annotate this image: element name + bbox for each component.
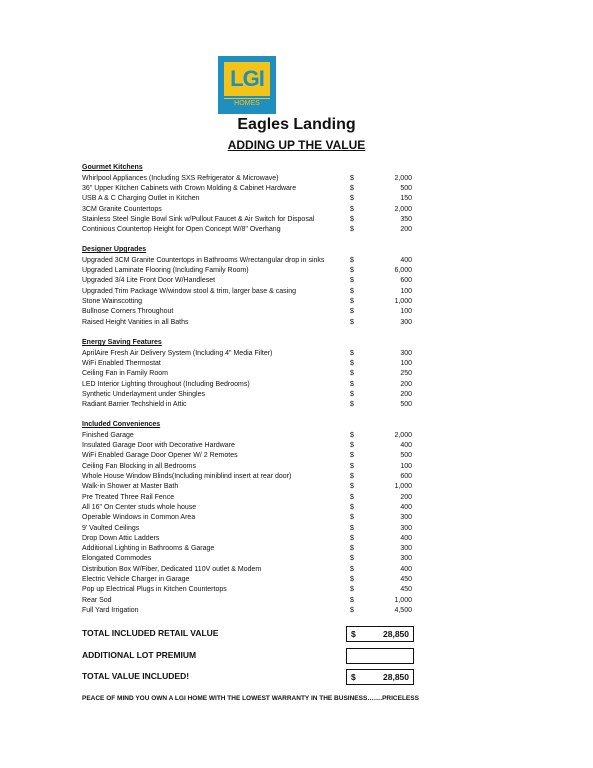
line-item-label: Synthetic Underlayment under Shingles: [82, 391, 205, 398]
line-item: [82, 524, 412, 534]
line-item-currency: $: [350, 442, 354, 450]
line-item-amount: 300: [400, 318, 412, 326]
line-item-amount: 450: [400, 586, 412, 594]
logo-subtext: HOMES: [224, 98, 270, 109]
section-heading: Gourmet Kitchens: [82, 164, 143, 171]
line-item-label: WiFi Enabled Thermostat: [82, 360, 161, 368]
line-item-label: Upgraded 3CM Granite Countertops in Bathrooms W/rectangular drop in sinks: [82, 256, 325, 264]
line-item-amount: 100: [400, 308, 412, 316]
line-item-label: Rear Sod: [82, 596, 112, 604]
line-item-amount: 300: [400, 524, 412, 532]
total-label: TOTAL VALUE INCLUDED!: [82, 671, 190, 681]
total-label: ADDITIONAL LOT PREMIUM: [82, 650, 197, 660]
line-item: [82, 349, 412, 359]
total-value-box: [346, 669, 414, 685]
line-item-amount: 200: [400, 391, 412, 398]
line-item-label: Upgraded Trim Package W/window stool & trim, larger base & casing: [82, 287, 296, 295]
line-item: [82, 276, 412, 286]
line-item-currency: $: [350, 205, 354, 213]
line-item-label: Distribution Box W/Fiber, Dedicated 110V outlet & Modem: [82, 565, 262, 573]
line-item-currency: $: [350, 174, 354, 182]
line-item-currency: $: [350, 462, 354, 470]
line-item-label: Elongated Commodes: [82, 555, 152, 563]
line-item-label: Stone Wainscotting: [82, 298, 143, 305]
line-item-currency: $: [350, 524, 354, 532]
line-item: [82, 380, 412, 390]
line-item-label: Electric Vehicle Charger in Garage: [82, 576, 190, 583]
line-item-amount: 2,000: [394, 205, 412, 213]
line-item-amount: 200: [400, 380, 412, 388]
line-item: [82, 194, 412, 204]
line-item-amount: 400: [400, 565, 412, 573]
line-item-amount: 500: [400, 452, 412, 460]
line-item-currency: $: [350, 431, 354, 439]
line-item-amount: 1,000: [394, 596, 412, 604]
line-item-currency: $: [350, 370, 354, 378]
footer-note: PEACE OF MIND YOU OWN A LGI HOME WITH THE LOWEST WARRANTY IN THE BUSINESS…….PRICELESS: [82, 695, 419, 702]
line-item-currency: $: [350, 473, 354, 480]
line-item-amount: 600: [400, 473, 412, 480]
line-item-label: Additional Lighting in Bathrooms & Garage: [82, 545, 215, 553]
line-item: [82, 266, 412, 276]
line-item-label: Whirlpool Appliances (Including SXS Refrigerator & Microwave): [82, 174, 279, 182]
line-item: [82, 596, 412, 606]
total-amount: 28,850: [383, 672, 409, 682]
line-item-currency: $: [350, 195, 354, 203]
total-currency: $: [351, 672, 356, 682]
line-item: [82, 554, 412, 564]
line-item-currency: $: [350, 586, 354, 594]
line-item: [82, 359, 412, 369]
section-heading: Included Conveniences: [82, 421, 161, 428]
line-item-label: Stainless Steel Single Bowl Sink w/Pullout Faucet & Air Switch for Disposal: [82, 216, 315, 223]
line-item-label: Ceiling Fan Blocking in all Bedrooms: [82, 462, 196, 470]
line-item: [82, 225, 412, 235]
line-item: [82, 482, 412, 492]
line-item-currency: $: [350, 267, 354, 275]
line-item: [82, 575, 412, 585]
line-item-label: All 16" On Center studs whole house: [82, 503, 197, 511]
line-item-currency: $: [350, 514, 354, 522]
line-item: [82, 493, 412, 503]
section-heading: Energy Saving Features: [82, 339, 162, 346]
line-item-currency: $: [350, 277, 354, 285]
line-item-currency: $: [350, 503, 354, 511]
line-item: [82, 585, 412, 595]
line-item-label: 36" Upper Kitchen Cabinets with Crown Molding & Cabinet Hardware: [82, 185, 297, 193]
lgi-homes-logo: [218, 56, 276, 114]
line-item-amount: 2,000: [394, 174, 412, 182]
line-item-amount: 6,000: [394, 267, 412, 275]
line-item-label: Pop up Electrical Plugs in Kitchen Countertops: [82, 586, 227, 594]
line-item: [82, 184, 412, 194]
line-item-label: Drop Down Attic Ladders: [82, 534, 160, 542]
line-item-currency: $: [350, 596, 354, 604]
line-item-currency: $: [350, 318, 354, 326]
line-item-amount: 1,000: [394, 298, 412, 305]
line-item-amount: 400: [400, 256, 412, 264]
line-item-label: LED Interior Lighting throughout (Including Bedrooms): [82, 380, 250, 388]
page-title: Eagles Landing: [237, 116, 356, 133]
line-item-currency: $: [350, 391, 354, 398]
total-label: TOTAL INCLUDED RETAIL VALUE: [82, 628, 219, 638]
line-item-label: Whole House Window Blinds(Including miniblind insert at rear door): [82, 473, 292, 480]
line-item-label: 9' Vaulted Ceilings: [82, 524, 140, 532]
line-item: [82, 534, 412, 544]
line-item-label: USB A & C Charging Outlet in Kitchen: [82, 195, 200, 203]
total-currency: $: [351, 629, 356, 639]
line-item-label: 3CM Granite Countertops: [82, 205, 162, 213]
line-item-currency: $: [350, 493, 354, 501]
line-item-amount: 600: [400, 277, 412, 285]
line-item-amount: 300: [400, 349, 412, 357]
section-heading: Designer Upgrades: [82, 246, 147, 253]
line-item-label: Operable Windows in Common Area: [82, 514, 196, 522]
line-item-amount: 300: [400, 514, 412, 522]
line-item-currency: $: [350, 545, 354, 553]
line-item-label: Ceiling Fan in Family Room: [82, 370, 168, 378]
line-item-currency: $: [350, 606, 354, 614]
line-item-amount: 200: [400, 493, 412, 501]
line-item-label: Upgraded Laminate Flooring (Including Family Room): [82, 267, 249, 275]
line-item-currency: $: [350, 216, 354, 223]
line-item-amount: 400: [400, 534, 412, 542]
line-item-label: Continious Countertop Height for Open Concept W/8" Overhang: [82, 226, 281, 234]
line-item-currency: $: [350, 185, 354, 193]
line-item: [82, 297, 412, 307]
line-item-currency: $: [350, 298, 354, 305]
line-item-amount: 150: [400, 195, 412, 203]
line-item-currency: $: [350, 226, 354, 234]
line-item-amount: 200: [400, 226, 412, 234]
line-item: [82, 451, 412, 461]
line-item: [82, 256, 412, 266]
line-item-label: AprilAire Fresh Air Delivery System (Including 4" Media Filter): [82, 349, 273, 357]
line-item-amount: 400: [400, 503, 412, 511]
line-item-amount: 100: [400, 287, 412, 295]
line-item-currency: $: [350, 452, 354, 460]
line-item-amount: 100: [400, 462, 412, 470]
line-item-label: Finished Garage: [82, 431, 134, 439]
line-item-label: Pre Treated Three Rail Fence: [82, 493, 175, 501]
line-item: [82, 441, 412, 451]
line-item-label: Raised Height Vanities in all Baths: [82, 318, 189, 326]
line-item-amount: 450: [400, 576, 412, 583]
line-item: [82, 606, 412, 616]
line-item-label: Full Yard Irrigation: [82, 606, 139, 614]
line-item-currency: $: [350, 565, 354, 573]
line-item-label: WiFi Enabled Garage Door Opener W/ 2 Remotes: [82, 452, 238, 460]
total-value-box: [346, 626, 414, 642]
line-item: [82, 503, 412, 513]
line-item-amount: 4,500: [394, 606, 412, 614]
line-item-amount: 500: [400, 401, 412, 409]
line-item: [82, 318, 412, 328]
line-item: [82, 544, 412, 554]
line-item-amount: 2,000: [394, 431, 412, 439]
line-item-currency: $: [350, 308, 354, 316]
line-item: [82, 215, 412, 225]
line-item: [82, 369, 412, 379]
total-amount: 28,850: [383, 629, 409, 639]
line-item-amount: 300: [400, 555, 412, 563]
line-item-label: Walk-in Shower at Master Bath: [82, 483, 179, 491]
line-item: [82, 307, 412, 317]
line-item-currency: $: [350, 287, 354, 295]
line-item-currency: $: [350, 349, 354, 357]
line-item-amount: 100: [400, 360, 412, 368]
line-item-label: Bullnose Corners Throughout: [82, 308, 174, 316]
line-item: [82, 431, 412, 441]
line-item: [82, 287, 412, 297]
line-item-currency: $: [350, 555, 354, 563]
line-item: [82, 565, 412, 575]
line-item: [82, 400, 412, 410]
line-item-currency: $: [350, 483, 354, 491]
line-item-currency: $: [350, 576, 354, 583]
line-item-amount: 400: [400, 442, 412, 450]
line-item: [82, 390, 412, 400]
line-item: [82, 513, 412, 523]
logo-text: LGI: [224, 62, 270, 96]
line-item-amount: 350: [400, 216, 412, 223]
line-item-amount: 1,000: [394, 483, 412, 491]
line-item-currency: $: [350, 360, 354, 368]
line-item: [82, 472, 412, 482]
line-item: [82, 205, 412, 215]
line-item-label: Insulated Garage Door with Decorative Hardware: [82, 442, 235, 450]
line-item-currency: $: [350, 401, 354, 409]
line-item: [82, 462, 412, 472]
line-item: [82, 174, 412, 184]
line-item-amount: 300: [400, 545, 412, 553]
line-item-currency: $: [350, 534, 354, 542]
line-item-label: Upgraded 3/4 Lite Front Door W/Handleset: [82, 277, 216, 285]
line-item-amount: 500: [400, 185, 412, 193]
line-item-currency: $: [350, 256, 354, 264]
total-value-box: [346, 648, 414, 664]
line-item-currency: $: [350, 380, 354, 388]
page-subtitle: ADDING UP THE VALUE: [227, 138, 366, 152]
line-item-label: Radiant Barrier Techshield in Attic: [82, 401, 187, 409]
line-item-amount: 250: [400, 370, 412, 378]
